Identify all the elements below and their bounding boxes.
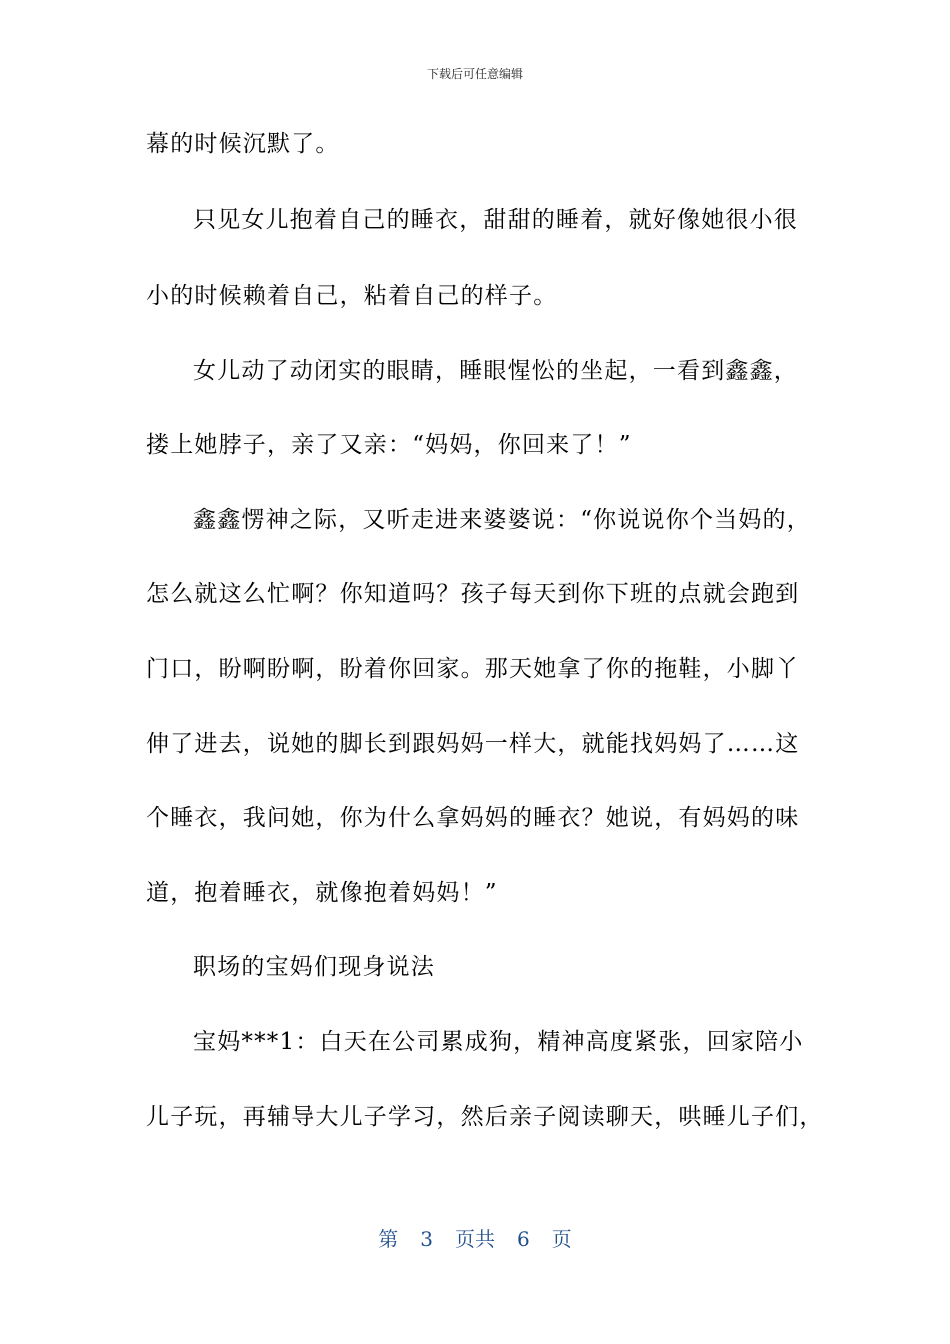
footer-total-pages: 6 (517, 1227, 530, 1251)
text-line-13: 宝妈***1：白天在公司累成狗，精神高度紧张，回家陪小 (193, 1029, 804, 1055)
text-line-5: 搂上她脖子，亲了又亲：“妈妈，你回来了！” (146, 432, 632, 458)
text-line-7: 怎么就这么忙啊？你知道吗？孩子每天到你下班的点就会跑到 (146, 581, 800, 607)
section-heading: 职场的宝妈们现身说法 (193, 954, 435, 980)
text-line-4: 女儿动了动闭实的眼睛，睡眼惺忪的坐起，一看到鑫鑫， (193, 358, 798, 384)
text-line-8: 门口，盼啊盼啊，盼着你回家。那天她拿了你的拖鞋，小脚丫 (146, 656, 800, 682)
footer-suffix: 页 (551, 1227, 572, 1251)
text-line-1: 幕的时候沉默了。 (146, 131, 340, 157)
page-header: 下载后可任意编辑 (426, 67, 523, 81)
text-line-14: 儿子玩，再辅导大儿子学习，然后亲子阅读聊天，哄睡儿子们， (146, 1104, 824, 1130)
text-line-10: 个睡衣，我问她，你为什么拿妈妈的睡衣？她说，有妈妈的味 (146, 805, 800, 831)
text-line-11: 道，抱着睡衣，就像抱着妈妈！” (146, 880, 498, 906)
text-line-2: 只见女儿抱着自己的睡衣，甜甜的睡着，就好像她很小很 (193, 207, 798, 233)
text-line-9: 伸了进去，说她的脚长到跟妈妈一样大，就能找妈妈了……这 (146, 731, 800, 757)
page-footer (0, 1226, 950, 1252)
footer-prefix: 第 (378, 1227, 399, 1251)
footer-middle: 页共 (455, 1227, 495, 1251)
text-line-6: 鑫鑫愣神之际，又听走进来婆婆说：“你说说你个当妈的， (193, 507, 811, 533)
footer-page-number: 3 (420, 1227, 433, 1251)
text-line-3: 小的时候赖着自己，粘着自己的样子。 (146, 283, 558, 309)
